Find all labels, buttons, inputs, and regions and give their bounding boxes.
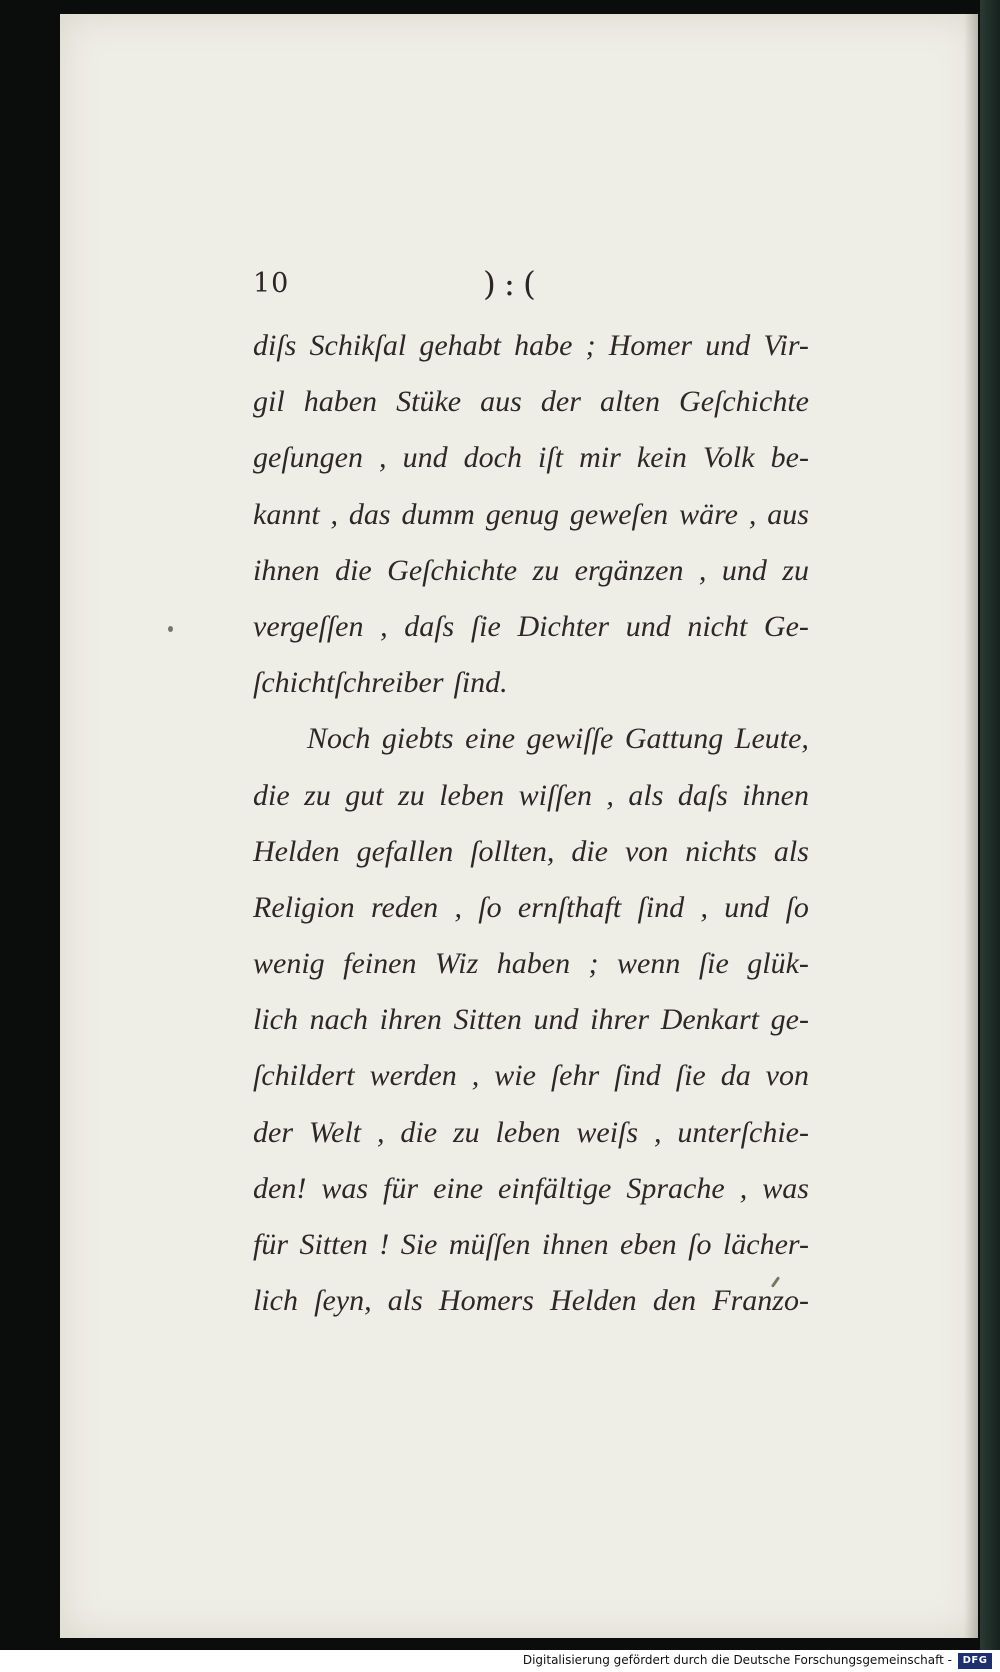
word: was <box>321 1171 369 1205</box>
word: ſie <box>470 609 501 643</box>
word: ſollten, <box>470 834 555 868</box>
word: daſs <box>677 778 728 812</box>
word: leben <box>495 1115 561 1149</box>
word: Wiz <box>434 947 479 981</box>
word: Homers <box>438 1284 534 1318</box>
word: ſind. <box>453 666 508 700</box>
word: ſind <box>614 1059 661 1093</box>
page-number: 10 <box>253 268 290 299</box>
word: als <box>628 778 664 812</box>
word: Schikſal <box>309 329 407 362</box>
word: das <box>348 497 391 531</box>
word: haben <box>496 947 571 981</box>
word: den <box>652 1284 697 1318</box>
word: der <box>253 1115 293 1149</box>
word: ſo <box>688 1228 712 1261</box>
word: die <box>253 778 290 812</box>
word: habe <box>514 329 573 362</box>
text-line <box>253 1048 809 1104</box>
word: , <box>377 1115 385 1149</box>
word: glük- <box>747 947 809 981</box>
word: als <box>387 1284 423 1318</box>
word: zu <box>304 778 331 812</box>
word: gut <box>345 778 384 812</box>
word: , <box>606 778 614 812</box>
word: da <box>720 1059 751 1093</box>
word: ſchichtſchreiber <box>253 666 444 700</box>
word: reden <box>370 890 439 924</box>
word: geweſen <box>569 497 669 531</box>
word: die <box>571 834 608 868</box>
word: nach <box>309 1003 368 1037</box>
word: , <box>454 890 462 924</box>
word: wäre <box>679 497 738 531</box>
word: aus <box>767 497 809 531</box>
word: ergänzen <box>574 553 684 587</box>
word: werden <box>369 1059 457 1093</box>
word: eben <box>620 1228 677 1261</box>
word: ſehr <box>550 1059 600 1093</box>
word: ſind <box>637 890 685 924</box>
word: und <box>724 890 770 924</box>
word: wenig <box>253 947 325 981</box>
text-line <box>253 1105 809 1161</box>
word: , <box>700 890 708 924</box>
word: ſie <box>675 1059 706 1093</box>
word: nicht <box>687 609 748 643</box>
word: wie <box>494 1059 536 1093</box>
word: Vir- <box>763 329 809 362</box>
word: Volk <box>702 441 755 475</box>
word: und <box>402 441 448 475</box>
word: Sitten <box>299 1228 368 1261</box>
text-line <box>253 1217 809 1273</box>
word: , <box>748 497 757 531</box>
text-line <box>253 599 809 655</box>
word: Franzo- <box>712 1284 809 1318</box>
word: Ge- <box>763 609 809 643</box>
text-line <box>253 768 809 824</box>
word: einfältige <box>498 1171 612 1205</box>
word: ſchildert <box>253 1059 355 1093</box>
dfg-logo: DFG <box>958 1653 992 1669</box>
word: ihnen <box>742 778 809 812</box>
word: iſt <box>538 441 564 475</box>
word: ſeyn, <box>314 1284 372 1318</box>
word: zu <box>782 553 809 587</box>
word: ; <box>585 329 596 362</box>
word: , <box>739 1171 748 1205</box>
word: Sprache <box>626 1171 725 1205</box>
word: , <box>698 553 707 587</box>
word: gehabt <box>419 329 501 362</box>
word: ; <box>588 947 599 981</box>
body-text <box>253 318 809 1329</box>
word: lächer- <box>722 1228 809 1261</box>
word: kannt <box>253 497 320 531</box>
word: aus <box>480 385 522 419</box>
text-line <box>253 992 809 1048</box>
word: von <box>624 834 669 868</box>
word: gefallen <box>356 834 454 868</box>
text-line <box>253 487 809 543</box>
word: feinen <box>343 947 417 981</box>
word: nichts <box>685 834 757 868</box>
word: müſſen <box>448 1228 531 1261</box>
word: ! <box>379 1228 390 1261</box>
text-line <box>253 1273 809 1329</box>
word: Leute, <box>734 722 809 756</box>
word: genug <box>485 497 560 531</box>
word: alten <box>599 385 660 419</box>
word: , <box>330 497 339 531</box>
word: eine <box>465 722 516 756</box>
word: leben <box>439 778 505 812</box>
running-head: ):( <box>483 264 544 303</box>
footer-bar <box>0 1650 1000 1672</box>
word: giebts <box>381 722 454 756</box>
word: für <box>383 1171 419 1205</box>
word: und <box>625 609 671 643</box>
word: haben <box>303 385 378 419</box>
word: daſs <box>404 609 455 643</box>
text-line <box>253 318 809 374</box>
word: gil <box>253 385 285 419</box>
book-edge <box>980 0 1000 1650</box>
text-line <box>253 655 809 711</box>
word: Welt <box>308 1115 362 1149</box>
word: ihren <box>379 1003 442 1037</box>
word: unterſchie- <box>677 1115 809 1149</box>
word: doch <box>463 441 522 475</box>
word: und <box>533 1003 579 1037</box>
word: geſungen <box>253 441 363 475</box>
word: Stüke <box>396 385 462 419</box>
word: Helden <box>550 1284 637 1318</box>
word: lich <box>253 1284 298 1318</box>
word: wiſſen <box>518 778 592 812</box>
word: zu <box>398 778 425 812</box>
word: ihrer <box>590 1003 650 1037</box>
word: als <box>773 834 809 868</box>
word: lich <box>253 1003 298 1037</box>
word: der <box>540 385 581 419</box>
word: zu <box>452 1115 480 1149</box>
word: kein <box>636 441 687 475</box>
word: die <box>335 553 372 587</box>
word: Homer <box>608 329 693 362</box>
word: und <box>721 553 767 587</box>
word: den! <box>253 1171 307 1205</box>
word: Sie <box>400 1228 438 1261</box>
word: ſo <box>478 890 502 924</box>
word: diſs <box>253 329 297 362</box>
text-line <box>253 824 809 880</box>
text-line <box>253 711 809 767</box>
word: die <box>400 1115 438 1149</box>
word: ſo <box>785 890 809 924</box>
word: und <box>705 329 751 362</box>
word: von <box>765 1059 809 1093</box>
paper-spot <box>168 626 173 632</box>
word: ihnen <box>253 553 320 587</box>
word: Religion <box>253 890 355 924</box>
word: was <box>762 1171 809 1205</box>
word: , <box>380 609 388 643</box>
text-line <box>253 543 809 599</box>
word: ernſthaft <box>517 890 622 924</box>
word: für <box>253 1228 289 1261</box>
text-line <box>253 936 809 992</box>
word: Gattung <box>624 722 724 756</box>
word: dumm <box>401 497 475 531</box>
word: ſie <box>698 947 729 981</box>
word: Geſchichte <box>679 385 809 419</box>
word: Sitten <box>453 1003 522 1037</box>
word: gewiſſe <box>526 722 614 756</box>
word: eine <box>433 1171 484 1205</box>
word: vergeſſen <box>253 609 364 643</box>
word: Denkart <box>660 1003 760 1037</box>
digitization-credit: Digitalisierung gefördert durch die Deutsche Forschungsgemeinschaft - <box>522 1653 952 1667</box>
word: ihnen <box>541 1228 609 1261</box>
word: be- <box>770 441 809 475</box>
word: wenn <box>617 947 681 981</box>
word: Dichter <box>517 609 610 643</box>
word: mir <box>579 441 621 475</box>
word: , <box>653 1115 662 1149</box>
text-line <box>253 430 809 486</box>
page-header <box>253 264 813 314</box>
text-line <box>253 880 809 936</box>
word: Noch <box>307 722 371 756</box>
word: zu <box>532 553 560 587</box>
word: weiſs <box>576 1115 639 1149</box>
text-line <box>253 1161 809 1217</box>
word: , <box>379 441 387 475</box>
word: , <box>471 1059 480 1093</box>
word: ge- <box>770 1003 809 1037</box>
word: Geſchichte <box>387 553 518 587</box>
word: Helden <box>253 834 340 868</box>
text-line <box>253 374 809 430</box>
